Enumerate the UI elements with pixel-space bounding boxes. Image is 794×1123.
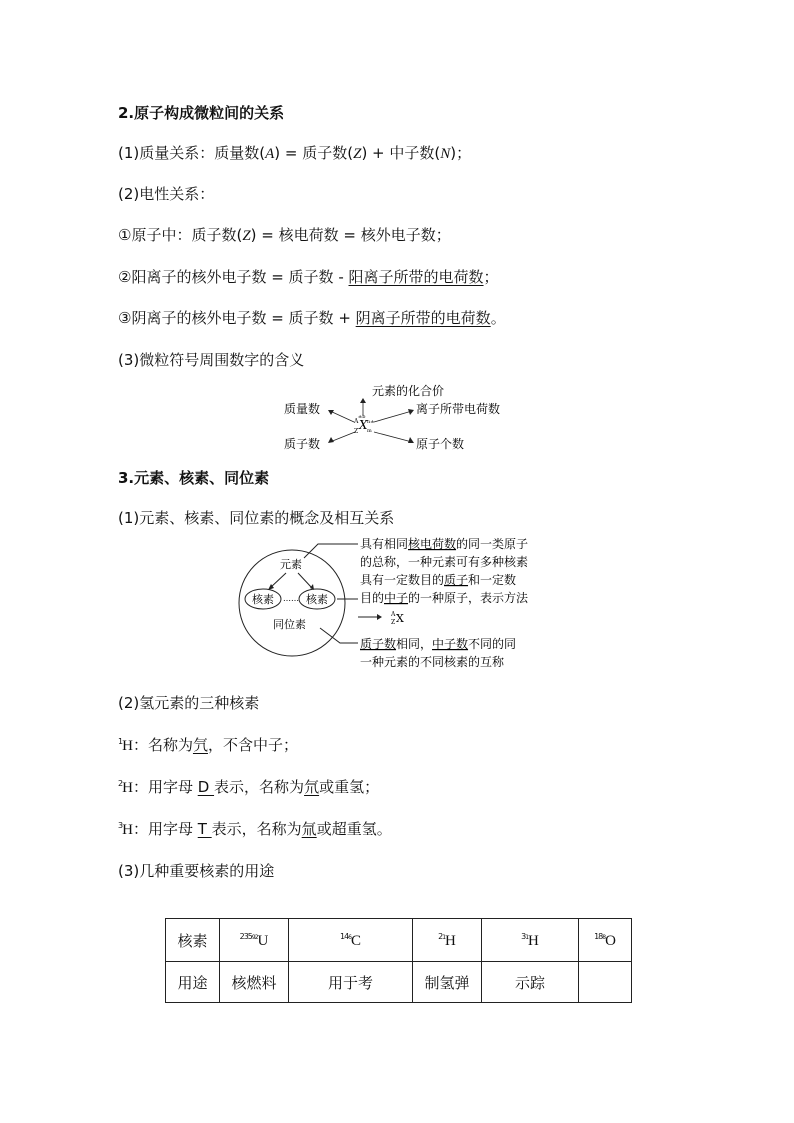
- h2-symbol: H: [122, 780, 133, 796]
- note3-line2: 一种元素的不同核素的互称: [360, 655, 505, 669]
- symbol-meaning-heading: (3)微粒符号周围数字的含义: [118, 351, 305, 369]
- h1-answer: 氕: [192, 736, 208, 754]
- table-cell-nuclide: $^{188}$O: [579, 919, 632, 962]
- atom-relation-text-2: ) = 核电荷数 = 核外电子数；: [250, 226, 451, 244]
- section-3-heading: 3.元素、核素、同位素: [118, 469, 270, 487]
- table-head-use: 用途: [166, 962, 220, 1003]
- h3-answer-letter: T: [197, 820, 212, 838]
- arrow-lower-right: [374, 432, 412, 442]
- symbol-N: N: [440, 146, 451, 162]
- leader-element: [304, 544, 358, 558]
- symbol-meaning-diagram: [270, 378, 530, 458]
- table-row-nuclide: [166, 919, 632, 962]
- table-cell-nuclide: $^{21}$H: [413, 919, 482, 962]
- protium-line: [118, 734, 298, 755]
- symbol-Z: Z: [353, 146, 362, 162]
- note1-line2: 的总称，一种元素可有多种核素: [360, 555, 529, 569]
- atom-symbol-Z: Z: [242, 228, 251, 244]
- notation-symbol: X: [396, 612, 404, 625]
- arrow-lower-left: [330, 432, 355, 442]
- note3-line1: [360, 636, 516, 651]
- arrow-element-left: [270, 573, 286, 588]
- table-cell-nuclide: $^{31}$H: [482, 919, 579, 962]
- notation-arrow-head: [377, 614, 382, 620]
- note2-l1-text2: 和一定数: [468, 573, 517, 587]
- note1-l1-text2: 的同一类原子: [456, 537, 529, 551]
- table-cell-nuclide: $^{23592}$U: [220, 919, 289, 962]
- table-cell-use: 核燃料: [220, 962, 289, 1003]
- diagram-dots: ……: [283, 594, 299, 603]
- center-left-sub: Z: [354, 428, 359, 435]
- note2-l1-text1: 具有一定数目的: [360, 573, 445, 587]
- arrow-upper-left: [330, 411, 354, 422]
- table-head-nuclide: 核素: [166, 919, 220, 962]
- charge-relation-heading: (2)电性关系：: [118, 185, 215, 203]
- label-valence: 元素的化合价: [372, 384, 445, 398]
- h2-answer-letter: D: [197, 778, 215, 796]
- diagram-isotope: 同位素: [273, 618, 306, 631]
- leader-isotope: [320, 628, 358, 643]
- note3-l1-text2: 不同的同: [468, 637, 517, 651]
- h2-text-2: 表示，名称为: [214, 778, 305, 796]
- h1-text-2: ，不含中子；: [207, 736, 298, 754]
- label-proton-number: 质子数: [284, 437, 321, 451]
- note3-l1-text1: 相同，: [396, 637, 433, 651]
- h3-text-1: ：用字母: [132, 820, 198, 838]
- h3-symbol: H: [122, 822, 133, 838]
- table-cell-use: 用于考: [289, 962, 413, 1003]
- note3-l1-answer2: 中子数: [432, 637, 469, 651]
- center-left-sup: A: [354, 418, 359, 425]
- h2-answer-name: 氘: [304, 778, 320, 796]
- cation-text-2: ；: [483, 268, 499, 286]
- atom-relation-text-1: ①原子中：质子数(: [118, 226, 243, 244]
- table-cell-use: [579, 962, 632, 1003]
- mass-relation-text-4: )；: [450, 144, 472, 162]
- note2-l2-text2: 的一种原子，表示方法: [408, 591, 529, 605]
- element-nuclide-isotope-diagram: [238, 532, 568, 677]
- h3-answer-name: 氚: [301, 820, 317, 838]
- anion-text-2: 。: [490, 309, 506, 327]
- h1-mass: 1: [118, 737, 123, 746]
- h1-text-1: ：名称为: [132, 736, 193, 754]
- note2-line2: [360, 590, 529, 605]
- diagram-nuclide-right: 核素: [306, 593, 328, 606]
- deuterium-line: [118, 776, 379, 797]
- mass-relation-text-2: ) = 质子数(: [274, 144, 354, 162]
- arrow-element-right: [298, 573, 312, 588]
- h3-mass: 3: [118, 821, 123, 830]
- notation-sup: A: [391, 611, 396, 618]
- table-row-use: [166, 962, 632, 1003]
- mass-relation-line: [118, 142, 471, 163]
- hydrogen-heading: (2)氢元素的三种核素: [118, 694, 260, 712]
- cation-relation-line: [118, 266, 499, 287]
- cation-text-1: ②阳离子的核外电子数 = 质子数 -: [118, 268, 349, 286]
- note2-l2-answer: 中子: [384, 591, 409, 605]
- diagram-element: 元素: [280, 558, 302, 571]
- note1-l1-text1: 具有相同: [360, 537, 409, 551]
- symbol-A: A: [265, 146, 275, 162]
- table-cell-use: 示踪: [482, 962, 579, 1003]
- center-symbol-X: X: [359, 418, 368, 432]
- tritium-line: [118, 818, 392, 839]
- arrow-upper-right: [374, 411, 412, 422]
- uses-heading: (3)几种重要核素的用途: [118, 862, 275, 880]
- section-2-heading: 2.原子构成微粒间的关系: [118, 104, 285, 122]
- h3-text-3: 或超重氢。: [316, 820, 392, 838]
- h2-mass: 2: [118, 779, 123, 788]
- note2-l1-answer: 质子: [444, 573, 469, 587]
- anion-answer: 阴离子所带的电荷数: [355, 309, 491, 327]
- cation-answer: 阳离子所带的电荷数: [348, 268, 484, 286]
- table-cell-nuclide: $^{146}$C: [289, 919, 413, 962]
- table-cell-use: 制氢弹: [413, 962, 482, 1003]
- mass-relation-text-1: (1)质量关系：质量数(: [118, 144, 266, 162]
- label-mass-number: 质量数: [284, 402, 321, 416]
- nuclide-uses-table: [165, 918, 632, 1003]
- label-atom-count: 原子个数: [416, 437, 465, 451]
- atom-relation-line: [118, 224, 451, 245]
- h2-text-3: 或重氢；: [319, 778, 380, 796]
- anion-text-1: ③阴离子的核外电子数 = 质子数 +: [118, 309, 356, 327]
- note2-l2-text1: 目的: [360, 591, 385, 605]
- center-right-sub: m: [367, 428, 372, 434]
- note3-l1-answer1: 质子数: [360, 637, 397, 651]
- note1-l1-answer: 核电荷数: [408, 537, 457, 551]
- concept-heading: (1)元素、核素、同位素的概念及相互关系: [118, 509, 395, 527]
- note1-line1: [360, 536, 528, 551]
- center-right-sup: n±: [367, 419, 375, 425]
- center-top-mark: ±b: [358, 414, 366, 420]
- diagram-nuclide-left: 核素: [252, 593, 274, 606]
- h3-text-2: 表示，名称为: [211, 820, 302, 838]
- h1-symbol: H: [122, 738, 133, 754]
- mass-relation-text-3: ) + 中子数(: [361, 144, 441, 162]
- anion-relation-line: [118, 307, 506, 328]
- notation-sub: Z: [391, 619, 396, 626]
- label-ion-charge: 离子所带电荷数: [416, 402, 501, 416]
- note2-line1: [360, 572, 516, 587]
- h2-text-1: ：用字母: [132, 778, 198, 796]
